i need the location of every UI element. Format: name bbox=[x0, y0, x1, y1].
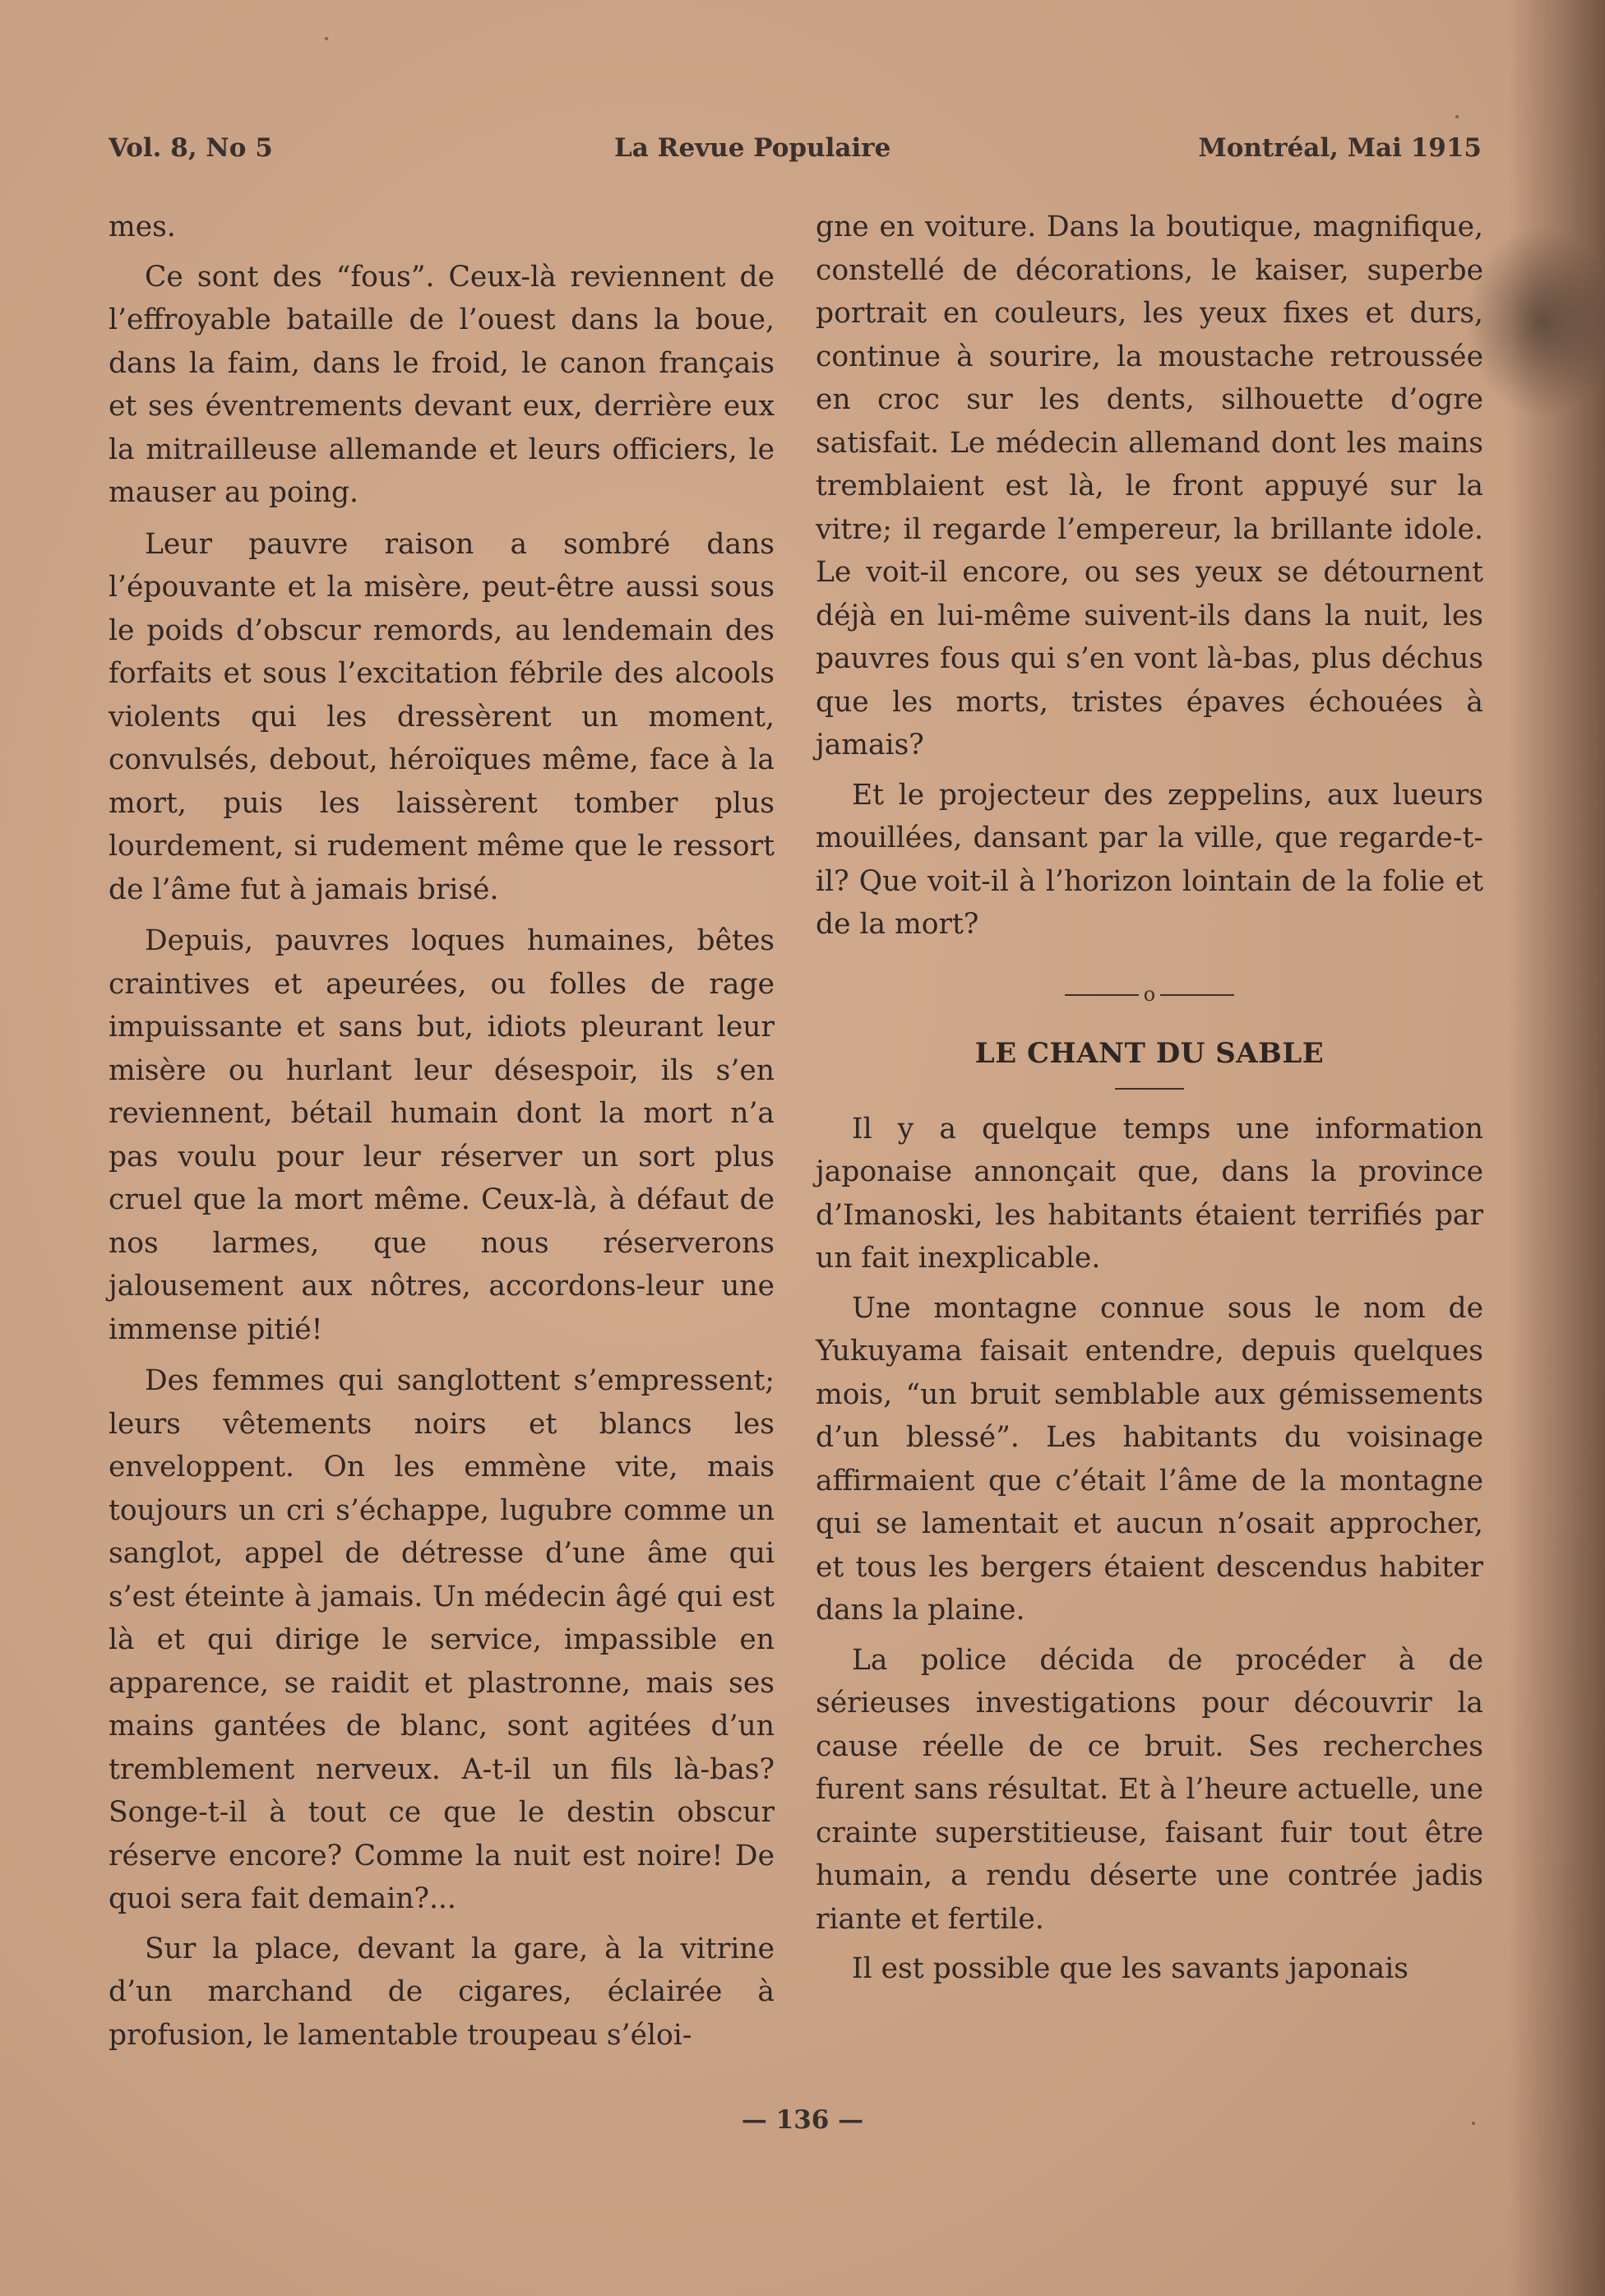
paragraph: Depuis, pauvres loques humaines, bêtes craintives et apeurées, ou folles de rage impuissante et sans but, idiots pleurant leur misère ou hurlant leur désespoir, ils s’en reviennent, bétail humain dont la mort n’a pas voulu pour leur réserver un sort plus cruel que la mort même. Ceux-là, à défaut de nos larmes, que nous réserverons jalousement aux nôtres, accordons-leur une immense pitié! bbox=[109, 924, 775, 1346]
section-title: LE CHANT DU SABLE bbox=[974, 1036, 1325, 1070]
title-underline bbox=[1115, 1088, 1184, 1090]
paragraph: La police décida de procéder à de sérieuses investigations pour découvrir la cause réelle de ce bruit. Ses recherches furent sans résultat. Et à l’heure actuelle, une crainte superstitieuse, faisant fuir tout être humain, a rendu déserte une contrée jadis riante et fertile. bbox=[816, 1643, 1483, 1936]
divider-rule-right bbox=[1160, 994, 1234, 996]
divider-mark: o bbox=[1143, 982, 1156, 1006]
paragraph: mes. bbox=[109, 211, 176, 243]
divider-rule-left bbox=[1065, 994, 1139, 996]
paper-speck bbox=[1472, 2122, 1475, 2125]
running-header bbox=[109, 133, 1482, 173]
paragraph: Il est possible que les savants japonais bbox=[852, 1952, 1408, 1985]
place-date: Montréal, Mai 1915 bbox=[1198, 133, 1482, 163]
page-number: — 136 — bbox=[741, 2105, 864, 2135]
paragraph: Des femmes qui sanglottent s’empressent; leurs vêtements noirs et blancs les enveloppent. On les emmène vite, mais toujours un cri s’échappe, lugubre comme un sanglot, appel de détresse d’une âme qui s’est éteinte à jamais. Un médecin âgé qui est là et qui dirige le service, impassible en apparence, se raidit et plastronne, mais ses mains gantées de blanc, sont agitées d’un tremblement nerveux. A-t-il un fils là-bas? Songe-t-il à tout ce que le destin obscur réserve encore? Comme la nuit est noire! De quoi sera fait demain?... bbox=[109, 1364, 775, 1915]
volume-issue: Vol. 8, No 5 bbox=[109, 133, 273, 163]
right-column bbox=[816, 206, 1483, 1991]
paper-speck bbox=[1455, 115, 1459, 118]
paragraph: Une montagne connue sous le nom de Yukuyama faisait entendre, depuis quelques mois, “un bruit semblable aux gémissements d’un blessé”. Les habitants du voisinage affirmaient que c’était l’âme de la montagne qui se lamentait et aucun n’osait approcher, et tous les bergers étaient descendus habiter dans la plaine. bbox=[816, 1291, 1483, 1627]
section-divider bbox=[816, 978, 1483, 1011]
paragraph: Sur la place, devant la gare, à la vitrine d’un marchand de cigares, éclairée à profusion, le lamentable troupeau s’éloi- bbox=[109, 1932, 775, 2052]
paper-speck bbox=[325, 37, 328, 40]
publication-title: La Revue Populaire bbox=[614, 133, 891, 163]
paragraph: Il y a quelque temps une information japonaise annonçait que, dans la province d’Imanoski, les habitants étaient terrifiés par un fait inexplicable. bbox=[816, 1112, 1483, 1275]
paragraph: Ce sont des “fous”. Ceux-là reviennent de l’effroyable bataille de l’ouest dans la boue, dans la faim, dans le froid, le canon français et ses éventrements devant eux, derrière eux la mitrailleuse allemande et leurs officiers, le mauser au poing. bbox=[109, 260, 775, 509]
left-column bbox=[109, 206, 775, 2057]
paragraph: Leur pauvre raison a sombré dans l’épouvante et la misère, peut-être aussi sous le poids d’obscur remords, au lendemain des forfaits et sous l’excitation fébrile des alcools violents qui les dressèrent un moment, convulsés, debout, héroïques même, face à la mort, puis les laissèrent tomber plus lourdement, si rudement même que le ressort de l’âme fut à jamais brisé. bbox=[109, 527, 775, 906]
paragraph: gne en voiture. Dans la boutique, magnifique, constellé de décorations, le kaiser, superbe portrait en couleurs, les yeux fixes et durs, continue à sourire, la moustache retroussée en croc sur les dents, silhouette d’ogre satisfait. Le médecin allemand dont les mains tremblaient est là, le front appuyé sur la vitre; il regarde l’empereur, la brillante idole. Le voit-il encore, ou ses yeux se détournent déjà en lui-même suivent-ils dans la nuit, les pauvres fous qui s’en vont là-bas, plus déchus que les morts, tristes épaves échouées à jamais? bbox=[816, 211, 1483, 761]
paragraph: Et le projecteur des zeppelins, aux lueurs mouillées, dansant par la ville, que regarde-t-il? Que voit-il à l’horizon lointain de la folie et de la mort? bbox=[816, 778, 1483, 941]
